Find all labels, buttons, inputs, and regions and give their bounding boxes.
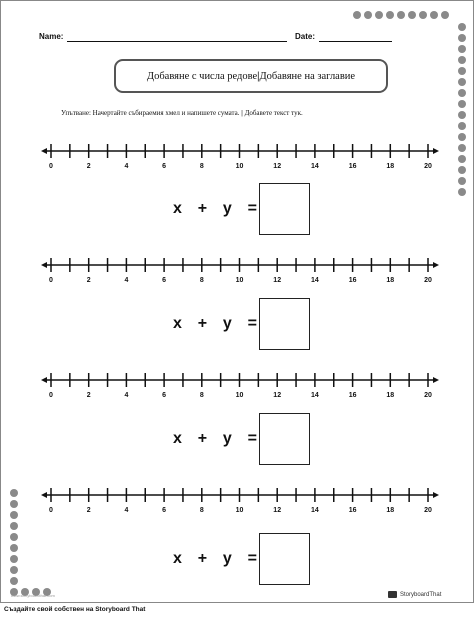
dot-icon	[10, 489, 18, 497]
number-line-label: 10	[235, 392, 244, 399]
instructions-placeholder: Добавете текст тук.	[244, 109, 303, 117]
number-line-label: 4	[124, 507, 129, 514]
number-line-label: 8	[199, 163, 204, 170]
variable-x: x	[173, 430, 182, 447]
dot-icon	[458, 177, 466, 185]
number-line-label: 10	[235, 507, 244, 514]
number-line-label: 14	[311, 392, 319, 399]
text-cursor: |	[257, 70, 260, 82]
number-line-label: 12	[273, 392, 282, 399]
number-line-label: 18	[386, 163, 395, 170]
title-placeholder: Добавяне на заглавие	[259, 70, 356, 82]
dot-icon	[458, 122, 466, 130]
number-line-label: 20	[424, 163, 432, 170]
number-line-label: 6	[162, 163, 167, 170]
number-line-label: 18	[386, 507, 395, 514]
dot-icon	[10, 544, 18, 552]
number-line-label: 16	[348, 507, 357, 514]
dot-icon	[397, 11, 405, 19]
number-line-label: 2	[86, 277, 91, 284]
storyboard-logo-text: StoryboardThat	[400, 591, 442, 598]
number-line-label: 16	[348, 277, 357, 284]
dot-icon	[10, 577, 18, 585]
storyboard-logo-icon	[388, 591, 397, 598]
number-line-label: 14	[311, 163, 319, 170]
dot-icon	[430, 11, 438, 19]
variable-x: x	[173, 200, 182, 217]
dot-icon	[458, 133, 466, 141]
number-line-label: 4	[124, 163, 129, 170]
number-line-label: 14	[311, 507, 319, 514]
equals-sign: =	[247, 430, 257, 447]
variable-y: y	[222, 315, 232, 332]
dot-icon	[458, 89, 466, 97]
date-label: Date:	[295, 32, 316, 41]
dot-icon	[10, 522, 18, 530]
variable-x: x	[173, 315, 182, 332]
instructions-text: Упътване: Начертайте събираемия хмел и напишете сумата.	[61, 109, 240, 117]
dot-icon	[441, 11, 449, 19]
number-line-label: 6	[162, 507, 167, 514]
number-line-label: 0	[49, 163, 53, 170]
number-line-label: 2	[86, 392, 91, 399]
number-line-label: 14	[311, 277, 319, 284]
number-line-label: 8	[199, 392, 204, 399]
number-line-label: 0	[49, 392, 53, 399]
number-line-label: 20	[424, 507, 432, 514]
dot-icon	[458, 67, 466, 75]
number-line-label: 20	[424, 392, 432, 399]
dot-icon	[408, 11, 416, 19]
variable-y: y	[222, 200, 232, 217]
number-line-label: 20	[424, 277, 432, 284]
decorative-dots	[1, 1, 474, 604]
number-line-label: 16	[348, 163, 357, 170]
dot-icon	[364, 11, 372, 19]
dot-icon	[458, 23, 466, 31]
number-line-label: 4	[124, 277, 129, 284]
dot-icon	[375, 11, 383, 19]
equals-sign: =	[247, 550, 257, 567]
number-line-label: 12	[273, 507, 282, 514]
dot-icon	[458, 56, 466, 64]
variable-x: x	[173, 550, 182, 567]
footer-link[interactable]: Създайте свой собствен на Storyboard That	[4, 606, 146, 613]
number-line-label: 18	[386, 277, 395, 284]
equals-sign: =	[247, 315, 257, 332]
text-cursor: |	[241, 109, 243, 117]
title-text: Добавяне с числа редове	[146, 70, 258, 82]
dot-icon	[458, 34, 466, 42]
plus-sign: +	[197, 430, 208, 447]
name-label: Name:	[39, 32, 64, 41]
dot-icon	[458, 100, 466, 108]
plus-sign: +	[197, 550, 208, 567]
dot-icon	[458, 188, 466, 196]
variable-y: y	[222, 550, 232, 567]
dot-icon	[10, 500, 18, 508]
number-line-label: 6	[162, 392, 167, 399]
dot-icon	[10, 555, 18, 563]
dot-icon	[458, 155, 466, 163]
dot-icon	[353, 11, 361, 19]
watermark: www.storyboardthat.com	[11, 593, 55, 598]
number-line-label: 8	[199, 277, 204, 284]
dot-icon	[10, 566, 18, 574]
number-line-label: 2	[86, 163, 91, 170]
number-line-label: 0	[49, 277, 53, 284]
number-line-label: 6	[162, 277, 167, 284]
number-line-label: 18	[386, 392, 395, 399]
number-line-label: 2	[86, 507, 91, 514]
number-line-label: 12	[273, 163, 282, 170]
dot-icon	[458, 78, 466, 86]
storyboard-logo	[388, 591, 441, 598]
equals-sign: =	[247, 200, 257, 217]
number-line-label: 0	[49, 507, 53, 514]
number-line-label: 10	[235, 277, 244, 284]
variable-y: y	[222, 430, 232, 447]
number-line-label: 8	[199, 507, 204, 514]
dot-icon	[458, 111, 466, 119]
number-line-label: 10	[235, 163, 244, 170]
dot-icon	[458, 45, 466, 53]
dot-icon	[458, 166, 466, 174]
plus-sign: +	[197, 200, 208, 217]
plus-sign: +	[197, 315, 208, 332]
number-line-label: 12	[273, 277, 282, 284]
dot-icon	[386, 11, 394, 19]
dot-icon	[419, 11, 427, 19]
dot-icon	[458, 144, 466, 152]
dot-icon	[10, 511, 18, 519]
number-line-label: 16	[348, 392, 357, 399]
number-line-label: 4	[124, 392, 129, 399]
dot-icon	[10, 533, 18, 541]
